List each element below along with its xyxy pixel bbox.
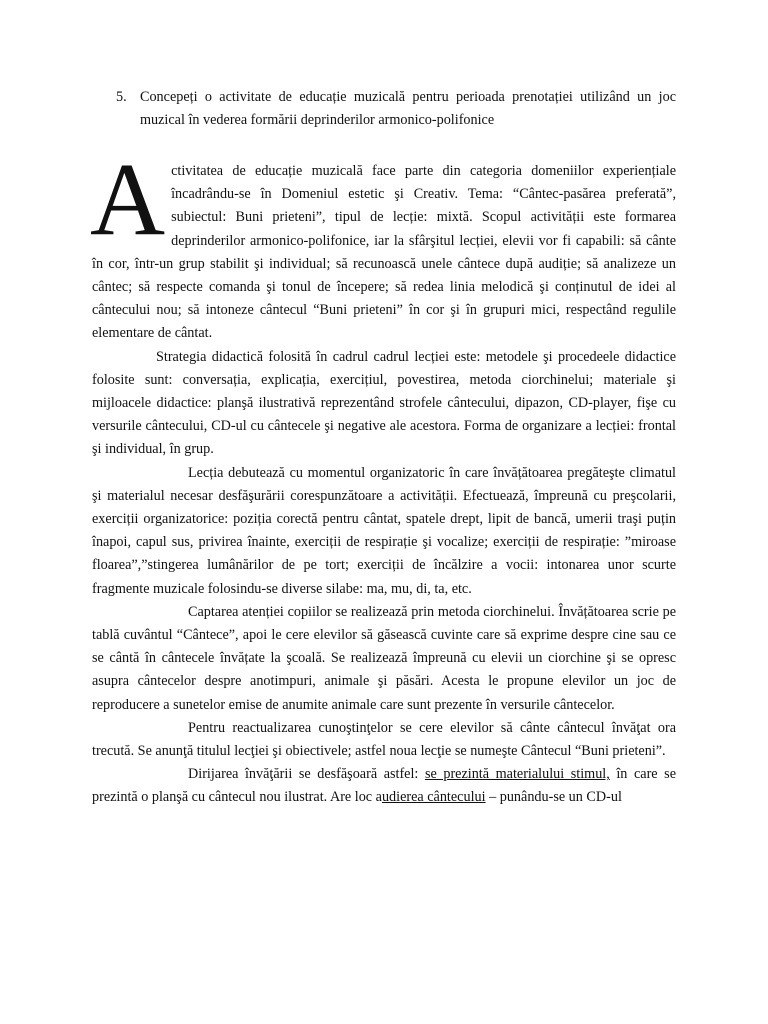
guidance-text-2: în care se prezintă o planşă cu cântecul nou ilustrat. Are loc a bbox=[92, 766, 676, 806]
paragraph-guidance bbox=[92, 763, 676, 809]
paragraph-lesson-start: Lecția debutează cu momentul organizatoric în care învățătoarea pregăteşte climatul şi materialul necesar desfăşurării corespunzătoare a activității. Efectuează, împreună cu preşcolarii, exerciții organizatorice: poziția corectă pentru cântat, spatele drept, lipit de bancă, umerii traşi puțin înapoi, capul sus, privirea înainte, exerciții de respirație şi vocalize; exerciții de respirație: ”miroase floarea”,”stingerea lumânărilor de pe tort; exerciții de încălzire a vocii: intonarea unor scurte fragmente muzicale folosindu-se diverse silabe: ma, mu, di, ta, etc. bbox=[92, 464, 676, 597]
paragraph-attention: Captarea atenției copiilor se realizează prin metoda ciorchinelui. Învățătoarea scrie pe tablă cuvântul “Cântece”, apoi le cere elevilor să găsească cuvinte care să exprime despre cine sau ce se cântă în cântecele învățate la şcoală. Se realizează împreună cu elevii un ciorchine şi se opresc asupra cântecelor despre anotimpuri, animale şi păsări. Acesta le propune elevilor un joc de reproducere a sunetelor emise de anumite animale care sunt prezente în versurile cântecelor. bbox=[92, 603, 676, 713]
paragraph-intro-text: ctivitatea de educație muzicală face parte din categoria domeniilor experiențiale încadrându-se în Domeniul estetic şi Creativ. Tema: “Cântec-pasărea preferată”, subiectul: Buni prieteni”, tipul de lecție: mixtă. Scopul activității este formarea deprinderilor armonico-polifonice, iar la sfârşitul lecției, elevii vor fi capabili: să cânte în cor, într-un grup stabilit şi individual; să recunoască unele cântece după audiție; să analizeze un cântec; să respecte comanda şi tonul de începere; să redea linia melodică şi conținutul de idei al cântecului nou; să intoneze cântecul “Buni prieteni” în cor şi în grupuri mici, respectând regulile elementare de cântat. bbox=[92, 163, 676, 342]
question-number: 5. bbox=[116, 89, 127, 105]
paragraph-strategy: Strategia didactică folosită în cadrul cadrul lecției este: metodele şi procedeele didactice folosite sunt: conversația, explicația, exercițiul, povestirea, metoda ciorchinelui; materiale şi mijloacele didactice: planşă ilustrativă reprezentând strofele cântecului, dipazon, CD-player, fişe cu versurile cântecului, CD-ul cu cântecele şi negative ale acestora. Forma de organizare a lecției: frontal şi individual, în grup. bbox=[92, 348, 676, 458]
paragraph-recall: Pentru reactualizarea cunoştinţelor se cere elevilor să cânte cântecul învăţat ora trecută. Se anunţă titulul lecţiei şi obiectivele; astfel noua lecţie se numeşte Cântecul “Buni prieteni”. bbox=[92, 719, 676, 760]
question-item bbox=[116, 86, 676, 132]
guidance-underlined-1: se prezintă materialului stimul, bbox=[424, 766, 610, 783]
question-text: Concepeți o activitate de educație muzicală pentru perioada prenotației utilizând un joc muzical în vederea formării deprinderilor armonico-polifonice bbox=[140, 89, 676, 128]
guidance-text-1: Dirijarea învăţării se desfăşoară astfel: bbox=[188, 766, 425, 783]
guidance-underlined-2: udierea cântecului bbox=[381, 789, 486, 806]
paragraph-intro bbox=[90, 142, 676, 346]
document-body bbox=[90, 142, 676, 810]
drop-cap-letter: A bbox=[90, 142, 166, 257]
guidance-text-3: – punându-se un CD-ul bbox=[485, 789, 622, 806]
